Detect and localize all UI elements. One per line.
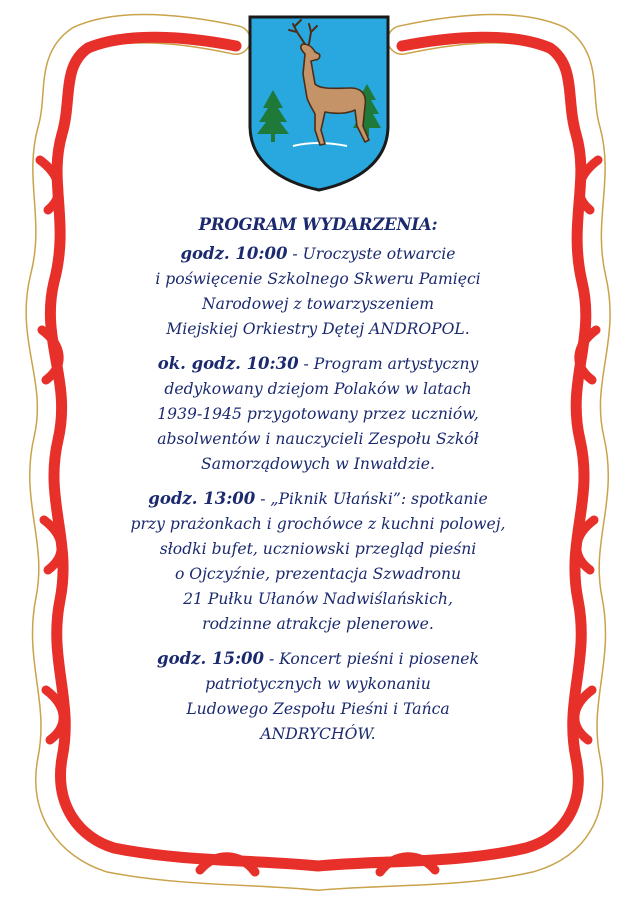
event-description: dedykowany dziejom Polaków w latach	[164, 380, 472, 398]
event-description: - Koncert pieśni i piosenek	[264, 650, 479, 668]
event-line	[92, 512, 544, 537]
event-line	[92, 267, 544, 292]
event-description: Ludowego Zespołu Pieśni i Tańca	[186, 700, 450, 718]
event-line	[92, 317, 544, 342]
event-description: 21 Pułku Ułanów Nadwiślańskich,	[183, 590, 453, 608]
event-line	[92, 241, 544, 267]
event-time: ok. godz. 10:30	[157, 354, 299, 373]
event-block	[92, 646, 544, 747]
event-description: - Uroczyste otwarcie	[287, 245, 456, 263]
event-block	[92, 486, 544, 637]
event-description: i poświęcenie Szkolnego Skweru Pamięci	[155, 270, 481, 288]
event-line	[92, 402, 544, 427]
event-description: ANDRYCHÓW.	[260, 725, 376, 743]
event-time: godz. 10:00	[180, 244, 288, 263]
event-description: absolwentów i nauczycieli Zespołu Szkół	[157, 430, 479, 448]
event-description: o Ojczyźnie, prezentacja Szwadronu	[174, 565, 462, 583]
event-block	[92, 241, 544, 342]
event-line	[92, 612, 544, 637]
event-line	[92, 486, 544, 512]
event-description: - „Piknik Ułański”: spotkanie	[255, 490, 488, 508]
event-line	[92, 646, 544, 672]
event-description: słodki bufet, uczniowski przegląd pieśni	[159, 540, 477, 558]
event-description: Narodowej z towarzyszeniem	[202, 295, 434, 313]
event-block	[92, 351, 544, 477]
event-description: przy prażonkach i grochówce z kuchni polowej,	[130, 515, 506, 533]
event-line	[92, 587, 544, 612]
event-description: Samorządowych w Inwałdzie.	[201, 455, 435, 473]
event-description: rodzinne atrakcje plenerowe.	[202, 615, 434, 633]
event-line	[92, 697, 544, 722]
event-line	[92, 562, 544, 587]
event-time: godz. 15:00	[157, 649, 264, 668]
program-content	[92, 212, 544, 756]
event-line	[92, 292, 544, 317]
deer-coat-of-arms-icon	[247, 14, 391, 192]
event-line	[92, 452, 544, 477]
event-description: patriotycznych w wykonaniu	[205, 675, 431, 693]
program-events	[92, 241, 544, 747]
event-description: - Program artystyczny	[298, 355, 479, 373]
event-line	[92, 427, 544, 452]
event-description: 1939-1945 przygotowany przez uczniów,	[157, 405, 479, 423]
event-time: godz. 13:00	[148, 489, 256, 508]
event-description: Miejskiej Orkiestry Dętej ANDROPOL.	[166, 320, 470, 338]
event-line	[92, 537, 544, 562]
program-heading: PROGRAM WYDARZENIA:	[198, 215, 438, 234]
event-line	[92, 351, 544, 377]
event-line	[92, 377, 544, 402]
event-line	[92, 722, 544, 747]
event-line	[92, 672, 544, 697]
